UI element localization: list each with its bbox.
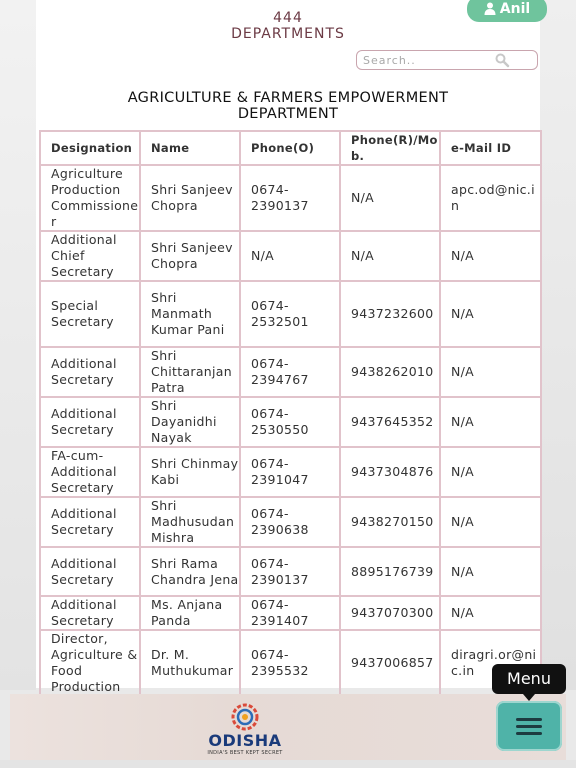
departments-heading: DEPARTMENTS — [231, 26, 345, 42]
table-row — [40, 497, 541, 547]
cell-email: N/A — [440, 281, 541, 347]
cell-phone-residence: 9437006857 — [340, 630, 440, 696]
table-row — [40, 281, 541, 347]
user-icon — [484, 2, 496, 15]
cell-phone-residence: 8895176739 — [340, 547, 440, 596]
cell-phone-office: 0674-2391047 — [240, 447, 340, 497]
cell-name: Shri Manmath Kumar Pani — [140, 281, 240, 347]
table-header-row — [40, 131, 541, 165]
background-right — [540, 0, 576, 690]
search-input[interactable] — [363, 52, 493, 68]
table-row — [40, 596, 541, 630]
cell-phone-residence: 9438262010 — [340, 347, 440, 397]
directory-table — [39, 130, 542, 727]
cell-name: Shri Dayanidhi Nayak — [140, 397, 240, 447]
cell-name: Shri Madhusudan Mishra — [140, 497, 240, 547]
cell-phone-residence: 9437645352 — [340, 397, 440, 447]
content-page — [36, 0, 540, 694]
cell-email: N/A — [440, 347, 541, 397]
cell-phone-residence: N/A — [340, 231, 440, 281]
cell-designation: Additional Chief Secretary — [40, 231, 140, 281]
cell-name: Ms. Anjana Panda — [140, 596, 240, 630]
cell-designation: Additional Secretary — [40, 347, 140, 397]
cell-phone-office: 0674-2532501 — [240, 281, 340, 347]
cell-email: N/A — [440, 447, 541, 497]
cell-email: N/A — [440, 547, 541, 596]
cell-phone-office: 0674-2390638 — [240, 497, 340, 547]
cell-phone-office: 0674-2530550 — [240, 397, 340, 447]
cell-email: N/A — [440, 231, 541, 281]
cell-name: Shri Sanjeev Chopra — [140, 165, 240, 231]
search-box[interactable] — [356, 50, 538, 70]
column-header-designation: Designation — [40, 131, 140, 165]
table-row — [40, 630, 541, 696]
table-row — [40, 397, 541, 447]
search-icon[interactable] — [495, 53, 509, 67]
cell-email: N/A — [440, 397, 541, 447]
cell-name: Shri Chittaranjan Patra — [140, 347, 240, 397]
cell-phone-office: N/A — [240, 231, 340, 281]
cell-name: Shri Sanjeev Chopra — [140, 231, 240, 281]
odisha-logo — [192, 700, 298, 758]
page-title-line2: DEPARTMENT — [237, 106, 339, 122]
column-header-email: e-Mail ID — [440, 131, 541, 165]
logo-tagline: INDIA'S BEST KEPT SECRET — [207, 750, 283, 756]
cell-phone-office: 0674-2390137 — [240, 165, 340, 231]
column-header-name: Name — [140, 131, 240, 165]
cell-designation: FA-cum-Additional Secretary — [40, 447, 140, 497]
cell-phone-residence: 9437070300 — [340, 596, 440, 630]
cell-phone-office: 0674-2390137 — [240, 547, 340, 596]
cell-email: N/A — [440, 596, 541, 630]
cell-designation: Additional Secretary — [40, 397, 140, 447]
cell-designation: Additional Secretary — [40, 596, 140, 630]
hamburger-icon-line — [516, 732, 542, 735]
cell-phone-office: 0674-2391407 — [240, 596, 340, 630]
cell-phone-office: 0674-2395532 — [240, 630, 340, 696]
cell-email[interactable]: diragri.or@nic.in — [440, 630, 541, 696]
odisha-emblem-icon — [225, 702, 265, 732]
cell-designation: Additional Secretary — [40, 497, 140, 547]
cell-name: Shri Chinmay Kabi — [140, 447, 240, 497]
cell-designation: Special Secretary — [40, 281, 140, 347]
cell-phone-residence: N/A — [340, 165, 440, 231]
background-left — [0, 0, 36, 690]
page-title — [36, 90, 540, 122]
table-row — [40, 231, 541, 281]
menu-button[interactable] — [496, 701, 562, 751]
page-title-line1: AGRICULTURE & FARMERS EMPOWERMENT — [127, 90, 449, 106]
cell-designation: Additional Secretary — [40, 547, 140, 596]
menu-tooltip: Menu — [492, 664, 566, 694]
cell-designation: Agriculture Production Commissioner — [40, 165, 140, 231]
cell-phone-office: 0674-2394767 — [240, 347, 340, 397]
hamburger-icon-line — [516, 718, 542, 721]
cell-phone-residence: 9437232600 — [340, 281, 440, 347]
logo-text: ODISHA — [208, 731, 282, 750]
column-header-phone-office: Phone(O) — [240, 131, 340, 165]
cell-phone-residence: 9437304876 — [340, 447, 440, 497]
column-header-phone-residence: Phone(R)/Mob. — [340, 131, 440, 165]
user-profile-button[interactable] — [467, 0, 547, 22]
table-row — [40, 347, 541, 397]
table-row — [40, 447, 541, 497]
cell-phone-residence: 9438270150 — [340, 497, 440, 547]
cell-designation: Director, Agriculture & Food Production — [40, 630, 140, 696]
department-count: 444 — [273, 10, 303, 26]
hamburger-icon-line — [516, 725, 542, 728]
footer-strip — [0, 760, 576, 768]
user-name: Anil — [499, 1, 531, 17]
table-row — [40, 165, 541, 231]
table-row — [40, 547, 541, 596]
cell-name: Dr. M. Muthukumar — [140, 630, 240, 696]
cell-name: Shri Rama Chandra Jena — [140, 547, 240, 596]
cell-email[interactable]: apc.od@nic.in — [440, 165, 541, 231]
cell-email: N/A — [440, 497, 541, 547]
